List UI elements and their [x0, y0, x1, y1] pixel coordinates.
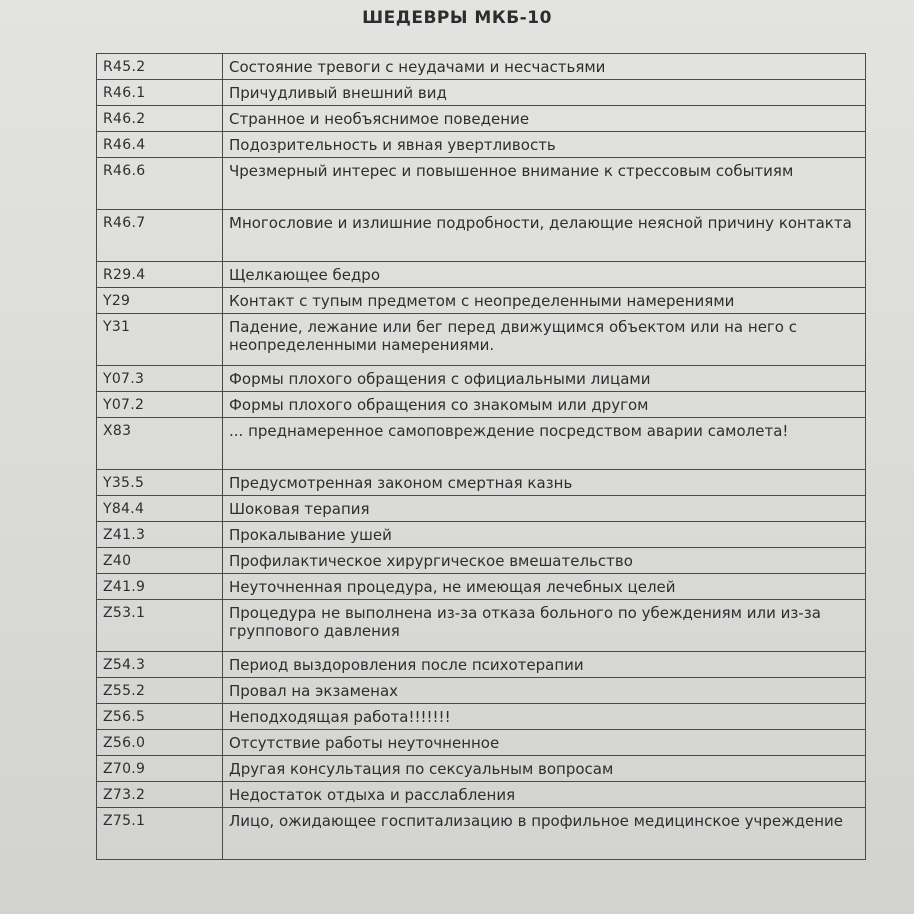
code-cell: Z73.2: [97, 782, 223, 808]
table-row: [97, 756, 866, 782]
code-cell: X83: [97, 418, 223, 470]
table-row: [97, 600, 866, 652]
table-row: [97, 80, 866, 106]
code-cell: R46.4: [97, 132, 223, 158]
code-cell: R45.2: [97, 54, 223, 80]
table-row: [97, 314, 866, 366]
code-cell: Y29: [97, 288, 223, 314]
code-cell: Y31: [97, 314, 223, 366]
icd-codes-table: [96, 53, 866, 860]
table-row: [97, 496, 866, 522]
code-cell: R46.2: [97, 106, 223, 132]
code-cell: Y35.5: [97, 470, 223, 496]
code-cell: Y07.3: [97, 366, 223, 392]
table-row: [97, 262, 866, 288]
table-row: [97, 808, 866, 860]
description-cell: ... преднамеренное самоповреждение посредством аварии самолета!: [223, 418, 866, 470]
document-title: ШЕДЕВРЫ МКБ-10: [362, 8, 552, 28]
code-cell: Z41.9: [97, 574, 223, 600]
description-cell: Процедура не выполнена из-за отказа больного по убеждениям или из-за группового давления: [223, 600, 866, 652]
description-cell: Провал на экзаменах: [223, 678, 866, 704]
description-cell: Недостаток отдыха и расслабления: [223, 782, 866, 808]
description-cell: Неподходящая работа!!!!!!!: [223, 704, 866, 730]
description-cell: Шоковая терапия: [223, 496, 866, 522]
table-row: [97, 470, 866, 496]
code-cell: R46.1: [97, 80, 223, 106]
code-cell: R29.4: [97, 262, 223, 288]
description-cell: Формы плохого обращения со знакомым или другом: [223, 392, 866, 418]
table-row: [97, 366, 866, 392]
code-cell: Y84.4: [97, 496, 223, 522]
table-row: [97, 782, 866, 808]
description-cell: Профилактическое хирургическое вмешательство: [223, 548, 866, 574]
table-row: [97, 652, 866, 678]
description-cell: Период выздоровления после психотерапии: [223, 652, 866, 678]
code-cell: Z56.5: [97, 704, 223, 730]
code-cell: Z70.9: [97, 756, 223, 782]
code-cell: Z75.1: [97, 808, 223, 860]
description-cell: Состояние тревоги с неудачами и несчастьями: [223, 54, 866, 80]
description-cell: Многословие и излишние подробности, делающие неясной причину контакта: [223, 210, 866, 262]
code-cell: Y07.2: [97, 392, 223, 418]
table-row: [97, 288, 866, 314]
code-cell: Z54.3: [97, 652, 223, 678]
table-row: [97, 54, 866, 80]
description-cell: Падение, лежание или бег перед движущимся объектом или на него с неопределенными намерениями.: [223, 314, 866, 366]
table-row: [97, 418, 866, 470]
code-cell: R46.7: [97, 210, 223, 262]
description-cell: Подозрительность и явная увертливость: [223, 132, 866, 158]
description-cell: Другая консультация по сексуальным вопросам: [223, 756, 866, 782]
description-cell: Щелкающее бедро: [223, 262, 866, 288]
description-cell: Лицо, ожидающее госпитализацию в профильное медицинское учреждение: [223, 808, 866, 860]
description-cell: Неуточненная процедура, не имеющая лечебных целей: [223, 574, 866, 600]
table-row: [97, 158, 866, 210]
description-cell: Странное и необъяснимое поведение: [223, 106, 866, 132]
table-row: [97, 210, 866, 262]
description-cell: Формы плохого обращения с официальными лицами: [223, 366, 866, 392]
description-cell: Чрезмерный интерес и повышенное внимание к стрессовым событиям: [223, 158, 866, 210]
code-cell: Z41.3: [97, 522, 223, 548]
table-row: [97, 730, 866, 756]
code-cell: Z56.0: [97, 730, 223, 756]
description-cell: Прокалывание ушей: [223, 522, 866, 548]
description-cell: Отсутствие работы неуточненное: [223, 730, 866, 756]
code-cell: Z55.2: [97, 678, 223, 704]
description-cell: Причудливый внешний вид: [223, 80, 866, 106]
description-cell: Предусмотренная законом смертная казнь: [223, 470, 866, 496]
table-row: [97, 392, 866, 418]
description-cell: Контакт с тупым предметом с неопределенными намерениями: [223, 288, 866, 314]
table-row: [97, 132, 866, 158]
table-row: [97, 704, 866, 730]
table-row: [97, 574, 866, 600]
table-row: [97, 548, 866, 574]
table-row: [97, 106, 866, 132]
table-row: [97, 522, 866, 548]
code-cell: R46.6: [97, 158, 223, 210]
code-cell: Z53.1: [97, 600, 223, 652]
code-cell: Z40: [97, 548, 223, 574]
table-row: [97, 678, 866, 704]
